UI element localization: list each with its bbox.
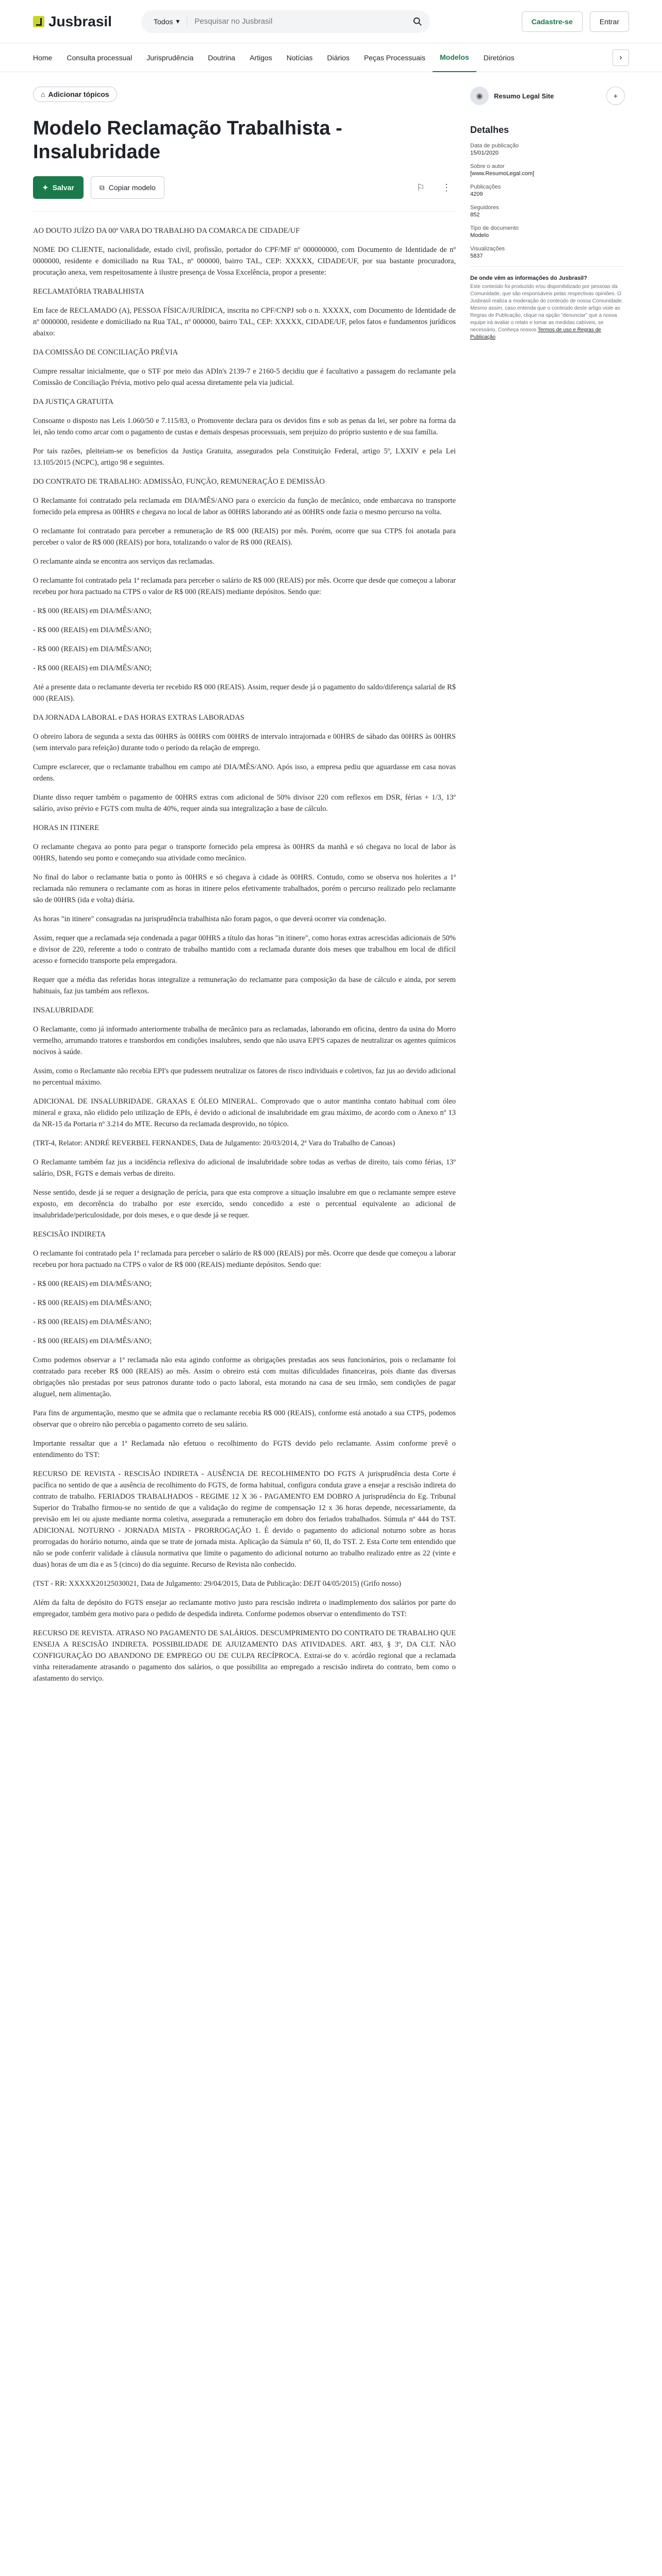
document-paragraph: O obreiro labora de segunda a sexta das 00HRS às 00HRS com 00HRS de intervalo intrajornada e 00HRS de sábado das 00HRS às 00HRS (sem intervalo para refeição) durante todo o período da relação de emprego. (33, 733, 456, 752)
tag-icon: ⌂ (41, 90, 45, 98)
page-title: Modelo Reclamação Trabalhista - Insalubridade (33, 117, 342, 163)
document-paragraph: DA JUSTIÇA GRATUITA (33, 398, 113, 406)
detail-label: Data de publicação (470, 143, 519, 149)
nav-item-artigos[interactable]: Artigos (250, 53, 272, 62)
detail-label: Seguidores (470, 205, 499, 211)
document-paragraph: - R$ 000 (REAIS) em DIA/MÊS/ANO; (33, 1337, 152, 1345)
document-paragraph: Nesse sentido, desde já se requer a designação de perícia, para que esta comprove a situação insalubre em que o reclamante sempre esteve exposto, em decorrência do trabalho por este exercido, sendo concedido a este o percentual equivalente ao adicional de insalubridade/periculosidade, por dois meses, e o que desde já se requer. (33, 1189, 456, 1219)
document-paragraph: - R$ 000 (REAIS) em DIA/MÊS/ANO; (33, 1280, 152, 1288)
info-text (470, 283, 625, 341)
document-paragraph: O Reclamante também faz jus a incidência reflexiva do adicional de insalubridade sobre todas as verbas de direito, tais como férias, 13º salário, DSR, FGTS e demais verbas de direito. (33, 1158, 456, 1178)
document-paragraph: ADICIONAL DE INSALUBRIDADE. GRAXAS E ÓLEO MINERAL. Comprovado que o autor mantinha contato habitual com óleo mineral e graxa, não elidido pelo utilização de EPIs, é devido o adicional de insalubridade em grau máximo, de acordo com o Anexo nº 13 da NR-15 da Portaria nº 3.214 do MTE. Recurso da reclamada desprovido, no tópico. (33, 1097, 456, 1128)
copy-label: Copiar modelo (108, 183, 156, 192)
search-scope-select[interactable] (146, 17, 187, 26)
document-paragraph: Requer que a média das referidas horas integralize a remuneração do reclamante para composição da base de cálculo e ainda, por serem habituais, faz jus também aos reflexos. (33, 976, 456, 995)
save-button[interactable] (33, 176, 84, 199)
document-paragraph: - R$ 000 (REAIS) em DIA/MÊS/ANO; (33, 626, 152, 634)
detail-value: Modelo (470, 232, 489, 239)
search-input[interactable] (187, 17, 409, 26)
details-title: Detalhes (470, 125, 509, 135)
document-paragraph: Além da falta de depósito do FGTS ensejar ao reclamante motivo justo para rescisão indireta o inadimplemento dos salários por parte do empregador, também gera motivo para o pedido de despedida indireta. Conforme podemos observar o entendimento do TST: (33, 1599, 456, 1618)
save-label: Salvar (52, 183, 74, 192)
document-paragraph: DA COMISSÃO DE CONCILIAÇÃO PRÉVIA (33, 348, 178, 357)
document-paragraph: Como podemos observar a 1ª reclamada não esta agindo conforme as obrigações prestadas aos seus funcionários, pois o reclamante foi contratado para receber R$ 000 (REAIS) ao mês. Assim o obreiro está com muitas dificuldades financeiras, pois diante das diversas obrigações não prestadas por seus patronos durante todo o pacto laboral, esta morando na casa de seu irmão, sem condições de pagar aluguel, nem alimentação. (33, 1356, 456, 1398)
detail-value: 852 (470, 212, 480, 218)
author-name[interactable]: Resumo Legal Site (494, 92, 554, 100)
search-bar (141, 10, 430, 33)
document-paragraph: - R$ 000 (REAIS) em DIA/MÊS/ANO; (33, 1299, 152, 1307)
document-paragraph: Diante disso requer também o pagamento de 00HRS extras com adicional de 50% divisor 220 com reflexos em DSR, férias + 1/3, 13º salário, aviso prévio e FGTS com multa de 40%, requer ainda sua integralização a base de cálculo. (33, 793, 456, 813)
detail-label: Publicações (470, 184, 501, 190)
main-content (33, 72, 456, 1692)
document-paragraph: O reclamante foi contratado pela 1ª reclamada para perceber o salário de R$ 000 (REAIS) por mês. Ocorre que desde que começou a laborar recebeu por hora pactuado na CTPS o valor de R$ 000 (REAIS) mediante depósitos. Sendo que: (33, 1249, 456, 1269)
document-paragraph: RESCISÃO INDIRETA (33, 1230, 106, 1239)
avatar[interactable]: ◉ (470, 87, 489, 105)
top-bar (0, 0, 662, 43)
more-options-icon[interactable]: ⋮ (442, 182, 451, 193)
document-paragraph: Até a presente data o reclamante deveria ter recebido R$ 000 (REAIS). Assim, requer desde já o pagamento do saldo/diferença salarial de R$ 000 (REAIS). (33, 683, 456, 703)
document-paragraph: Importante ressaltar que a 1ª Reclamada não efetuou o recolhimento do FGTS devido pelo reclamante. Assim conforme prevê o entendimento do TST: (33, 1439, 456, 1459)
document-paragraph: - R$ 000 (REAIS) em DIA/MÊS/ANO; (33, 664, 152, 672)
signup-button[interactable]: Cadastre-se (522, 11, 583, 32)
nav-item-diretorios[interactable]: Diretórios (483, 53, 515, 62)
nav-scroll-right-button[interactable]: › (613, 49, 629, 66)
login-button[interactable]: Entrar (590, 11, 629, 32)
copy-model-button[interactable] (91, 176, 164, 199)
info-body: Este conteúdo foi produzido e/ou disponibilizado por pessoas da Comunidade, que são responsáveis pelas respectivas opiniões. O Jusbrasil realiza a moderação do conteúdo de nossa Comunidade. Mesmo assim, caso entenda que o conteúdo deste artigo viole as Regras de Publicação, clique na opção "denunciar" que a nossa equipe irá avaliar o relato e tomar as medidas cabíveis, se necessário. Conheça nossos (470, 284, 623, 333)
detail-value: 4209 (470, 191, 483, 197)
document-paragraph: As horas "in itinere" consagradas na jurisprudência trabalhista não foram pagos, o que deverá ocorrer via condenação. (33, 915, 387, 923)
info-title: De onde vêm as informações do Jusbrasil? (470, 275, 587, 281)
document-paragraph: Em face de RECLAMADO (A), PESSOA FÍSICA/JURÍDICA, inscrita no CPF/CNPJ sob o n. XXXXX, com Documento de Identidade de nº 0000000, residente e domiciliado na Rua TAL, nº 000000, bairro TAL, CEP: XXXXX, CIDADE/UF, pelos fatos e fundamentos jurídicos abaixo: (33, 307, 456, 337)
add-topics-label: Adicionar tópicos (48, 90, 109, 98)
document-paragraph: HORAS IN ITINERE (33, 824, 100, 832)
detail-label: Tipo de documento (470, 225, 519, 231)
logo-mark-icon (33, 16, 44, 27)
document-paragraph: O reclamante chegava ao ponto para pegar o transporte fornecido pela empresa às 00HRS da manhã e só chegava no local de labor às 00HRS, batendo seu ponto e começando sua atividade como mecânico. (33, 843, 456, 862)
document-paragraph: O Reclamante foi contratado pela reclamada em DIA/MÊS/ANO para o exercício da função de mecânico, onde embarcava no transporte fornecido pela empresa as 00HRS e chegava no local de labor as 00HRS laborando até as 00HRS onde fazia o mesmo percurso na volta. (33, 497, 456, 516)
document-paragraph: Cumpre ressaltar inicialmente, que o STF por meio das ADIn's 2139-7 e 2160-5 decidiu que é facultativo a passagem do reclamante pela Comissão de Conciliação Prévia, motivo pelo qual acessa diretamente pela via judicial. (33, 367, 456, 387)
details-list (470, 143, 625, 259)
document-paragraph: INSALUBRIDADE (33, 1006, 94, 1014)
detail-value: 15/01/2020 (470, 150, 499, 156)
copy-icon: ⧉ (99, 183, 105, 192)
search-scope-label: Todos (154, 17, 173, 26)
nav-item-noticias[interactable]: Notícias (286, 53, 313, 62)
document-paragraph: No final do labor o reclamante batia o ponto às 00HRS e só chegava à cidade às 00HRS. Contudo, como se observa nos holerites a 1ª reclamada não remunera o reclamante com as horas in itinere pelos efetivamente trabalhados, porém o percurso realizado pelo reclamante são de 00HRS (ida e volta) diária. (33, 873, 456, 904)
chevron-down-icon: ▾ (176, 17, 180, 25)
document-paragraph: O reclamante foi contratado para perceber a remuneração de R$ 000 (REAIS) por mês. Porém, ocorre que sua CTPS foi anotada para perceber o valor de R$ 000 (REAIS) por hora, totalizando o valor de R$ 000 (REAIS). (33, 527, 456, 547)
action-bar (33, 176, 456, 212)
document-paragraph: Consoante o disposto nas Leis 1.060/50 e 7.115/83, o Promovente declara para os devidos fins e sob as penas da lei, ser pobre na forma da lei, não tendo como arcar com o pagamento de custas e demais despesas processuais, sem prejuízo do próprio sustento e de sua família. (33, 417, 456, 436)
nav-item-pecas-processuais[interactable]: Peças Processuais (363, 53, 425, 62)
document-paragraph: O reclamante foi contratado pela 1ª reclamada para perceber o salário de R$ 000 (REAIS) por mês. Ocorre que desde que começou a laborar recebeu por hora pactuado na CTPS o valor de R$ 000 (REAIS) mediante depósitos. Sendo que: (33, 577, 456, 596)
detail-label: Visualizações (470, 246, 505, 252)
document-paragraph: O reclamante ainda se encontra aos serviços das reclamadas. (33, 557, 214, 566)
document-paragraph: DA JORNADA LABORAL e DAS HORAS EXTRAS LABORADAS (33, 714, 244, 722)
nav-item-home[interactable]: Home (33, 53, 53, 62)
document-paragraph: Por tais razões, pleiteiam-se os benefícios da Justiça Gratuita, assegurados pela Constituição Federal, artigo 5º, LXXIV e pela Lei 13.105/2015 (NCPC), artigo 98 e seguintes. (33, 447, 456, 467)
document-paragraph: - R$ 000 (REAIS) em DIA/MÊS/ANO; (33, 645, 152, 653)
nav-item-doutrina[interactable]: Doutrina (208, 53, 236, 62)
author-card (470, 87, 625, 105)
document-paragraph: DO CONTRATO DE TRABALHO: ADMISSÃO, FUNÇÃO, REMUNERAÇÃO E DEMISSÃO (33, 478, 325, 486)
jusbrasil-logo[interactable] (33, 13, 141, 30)
detail-label: Sobre o autor (470, 163, 505, 170)
nav-item-consulta-processual[interactable]: Consulta processual (67, 53, 133, 62)
main-nav (0, 43, 662, 72)
report-icon[interactable]: ⚐ (416, 182, 425, 193)
nav-item-diarios[interactable]: Diários (327, 53, 350, 62)
document-paragraph: Assim, como o Reclamante não recebia EPI's que pudessem neutralizar os fatores de risco individuais e coletivos, faz jus ao devido adicional no percentual máximo. (33, 1067, 456, 1087)
document-paragraph: Assim, requer que a reclamada seja condenada a pagar 00HRS a título das horas "in itinere", como horas extras acrescidas adicionais de 50% e divisor de 220, referente a todo o contrato de trabalho mantido com a reclamada durante dois meses que trabalhou em local de difícil acesso e fornecido transporte pela empregadora. (33, 934, 456, 965)
document-paragraph: - R$ 000 (REAIS) em DIA/MÊS/ANO; (33, 1318, 152, 1326)
follow-button[interactable]: + (606, 87, 625, 105)
document-paragraph: RECLAMATÓRIA TRABALHISTA (33, 287, 144, 296)
nav-item-jurisprudencia[interactable]: Jurisprudência (146, 53, 194, 62)
bookmark-icon: ✦ (42, 183, 48, 192)
terms-link[interactable]: Termos de uso e Regras de Publicação (470, 327, 601, 340)
document-paragraph: (TRT-4, Relator: ANDRÉ REVERBEL FERNANDES, Data de Julgamento: 20/03/2014, 2ª Vara do Trabalho de Canoas) (33, 1139, 395, 1147)
nav-item-modelos[interactable]: Modelos (433, 43, 476, 72)
logo-text: Jusbrasil (48, 13, 112, 29)
document-paragraph: AO DOUTO JUÍZO DA 00ª VARA DO TRABALHO DA COMARCA DE CIDADE/UF (33, 227, 300, 235)
document-paragraph: NOME DO CLIENTE, nacionalidade, estado civil, profissão, portador do CPF/MF nº 000000000, com Documento de Identidade de nº 0000000, residente e domiciliado na Rua TAL, nº 000000, bairro TAL, CEP: XXXXX, CIDADE/UF, por sua bastante procuradora, procuração anexa, vem respeitosamente à ilustre presença de Vossa Excelência, propor a presente: (33, 246, 456, 277)
document-paragraph: Cumpre esclarecer, que o reclamante trabalhou em campo até DIA/MÊS/ANO. Após isso, a empresa pediu que aguardasse em casa novas ordens. (33, 763, 456, 783)
document-paragraph: RECURSO DE REVISTA - RESCISÃO INDIRETA - AUSÊNCIA DE RECOLHIMENTO DO FGTS A jurisprudência desta Corte é pacífica no sentido de que a ausência de recolhimento do FGTS, de forma habitual, configura conduta grave a ensejar a rescisão indireta do contrato de trabalho. FERIADOS TRABALHADOS - REGIME 12 X 36 - PAGAMENTO EM DOBRO A jurisprudência do Eg. Tribunal Superior do Trabalho firmou-se no sentido de que a validação do regime de compensação 12 x 36 horas depende, necessariamente, da previsão em lei ou ajuste mediante norma coletiva, assegurada a remuneração em dobro dos feriados trabalhados. Súmula nº 444 do TST. ADICIONAL NOTURNO - JORNADA MISTA - PRORROGAÇÃO 1. É devido o pagamento do adicional noturno sobre as horas prorrogadas do horário noturno, ainda que se trate de jornada mista. Aplicação da Súmula nº 60, II, do TST. 2. Esta Corte tem entendido que não se pode conferir validade à cláusula normativa que limite o pagamento do adicional noturno ao trabalho realizado entre as 22 (vinte e duas) horas de um dia e as 5 (cinco) do dia seguinte. Recurso de Revista não conhecido. (33, 1470, 456, 1569)
add-topics-button[interactable] (33, 87, 117, 102)
document-paragraph: (TST - RR: XXXXX20125030021, Data de Julgamento: 29/04/2015, Data de Publicação: DEJT 04/05/2015) (Grifo nosso) (33, 1580, 401, 1588)
detail-value: 5837 (470, 253, 483, 259)
search-icon[interactable] (409, 13, 426, 30)
sidebar (470, 72, 625, 1692)
document-paragraph: O Reclamante, como já informado anteriormente trabalha de mecânico para as reclamadas, laborando em oficina, dentro da usina do Morro vermelho, arrumando tratores e transbordos em condições insalubres, sendo que não usava EPI'S capazes de neutralizar os agentes químicos nocivos à saúde. (33, 1025, 456, 1056)
document-paragraph: RECURSO DE REVISTA. ATRASO NO PAGAMENTO DE SALÁRIOS. DESCUMPRIMENTO DO CONTRATO DE TRABALHO QUE ENSEJA A RESCISÃO INDIRETA. POSSIBILIDADE DE AJUIZAMENTO DAS ATIVIDADES. ART. 483, § 3º, DA CLT. NÃO CONFIGURAÇÃO DO ABANDONO DE EMPREGO OU DE CULPA RECÍPROCA. Extrai-se do v. acórdão regional que a reclamada vinha reiteradamente atrasando o pagamento dos salários, o que possibilita ao empregado a rescisão indireta do contrato, bem como o afastamento do serviço. (33, 1629, 456, 1683)
document-body (33, 225, 456, 1684)
document-paragraph: - R$ 000 (REAIS) em DIA/MÊS/ANO; (33, 607, 152, 615)
detail-value[interactable]: [www.ResumoLegal.com] (470, 171, 535, 177)
document-paragraph: Para fins de argumentação, mesmo que se admita que o reclamante recebia R$ 000 (REAIS), conforme está anotado a sua CTPS, podemos observar que o obreiro não percebia o pagamento correto de seu salário. (33, 1409, 456, 1429)
